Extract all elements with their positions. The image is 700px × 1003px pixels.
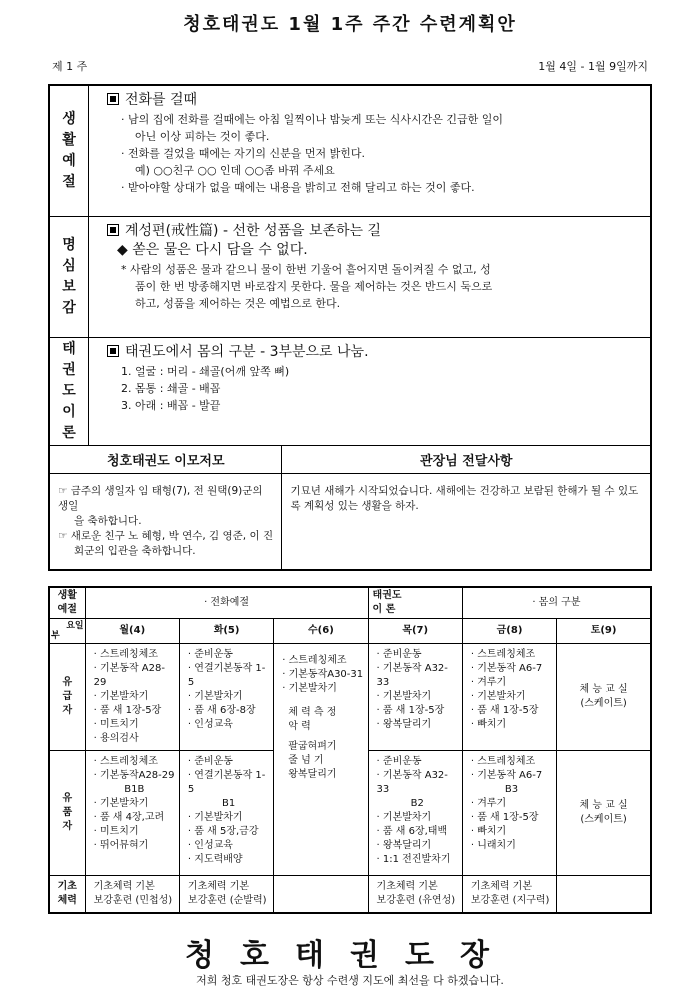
mind-label: 명 심 보 감 xyxy=(49,217,89,338)
mind-line: 품이 한 번 방종해지면 바로잡지 못한다. 물을 제어하는 것은 반드시 둑으로 xyxy=(135,280,493,293)
sat-basic-fitness xyxy=(557,876,651,914)
day-header-saturday: 토(9) xyxy=(557,619,651,644)
checkbox-square-icon xyxy=(107,224,119,236)
fri-black-belt: · 스트레칭체조 · 기본동작 A6-7 B3 · 겨루기 · 품 새 1장-5장 · 빠치기 · 니래치기 xyxy=(462,751,556,876)
schedule-tkd-label: 태권도 이 론 xyxy=(368,587,462,619)
color-belt-label: 유 급 자 xyxy=(49,644,85,751)
checkbox-square-icon xyxy=(107,345,119,357)
day-header-wednesday: 수(6) xyxy=(274,619,368,644)
mind-section xyxy=(89,217,652,338)
tue-basic-fitness: 기초체력 기본 보강훈련 (순발력) xyxy=(179,876,273,914)
life-line: · 받아야할 상대가 없을 때에는 내용을 밝히고 전해 달리고 하는 것이 좋다. xyxy=(121,181,475,194)
sat-color-belt: 체 능 교 실 (스케이트) xyxy=(557,644,651,751)
footer-message: 저희 청호 태권도장은 항상 수련생 지도에 최선을 다 하겠습니다. xyxy=(196,974,504,987)
day-header-thursday: 목(7) xyxy=(368,619,462,644)
schedule-tkd-value: · 몸의 구분 xyxy=(462,587,651,619)
black-belt-label: 유 품 자 xyxy=(49,751,85,876)
news-line: 을 축하합니다. xyxy=(74,515,142,527)
life-line: · 남의 집에 전화를 걸때에는 아침 일찍이나 밤늦게 또는 식사시간은 긴급한 일이 xyxy=(121,113,503,126)
life-line: 예) ○○친구 ○○ 인데 ○○좀 바꿔 주세요 xyxy=(135,164,335,177)
life-etiquette-label: 생 활 예 절 xyxy=(49,85,89,217)
fri-color-belt: · 스트레칭체조 · 기본동작 A6-7 · 겨루기 · 기본발차기 · 품 새 1장-5장 · 빠치기 xyxy=(462,644,556,751)
news-line: 회군의 입관을 축하합니다. xyxy=(74,545,196,557)
mind-subheading: ◆ 쏟은 물은 다시 담을 수 없다. xyxy=(117,242,308,258)
schedule-life-label: 생활 예절 xyxy=(49,587,85,619)
life-etiquette-section xyxy=(89,85,652,217)
sat-black-belt: 체 능 교 실 (스케이트) xyxy=(557,751,651,876)
tue-black-belt: · 준비운동 · 연결기본동작 1-5 B1 · 기본발차기 · 품 새 5장,금강 · 인성교육 · 지도력배양 xyxy=(179,751,273,876)
life-heading: 전화를 걸때 xyxy=(107,92,640,109)
news-line: ☞ 금주의 생일자 임 태형(7), 전 원택(9)군의 생일 xyxy=(58,485,263,512)
tkd-line: 2. 몸통 : 쇄골 - 배꼽 xyxy=(121,382,221,395)
week-label: 제 1 주 xyxy=(52,60,88,73)
document-title: 청호태권도 1월 1주 주간 수련계획안 xyxy=(183,14,517,35)
day-header-monday: 월(4) xyxy=(85,619,179,644)
wed-all-levels: · 스트레칭체조 · 기본동작A30-31 · 기본발차기 체 력 측 정 악 력 팔굽혀펴기 줄 넘 기 왕복달리기 xyxy=(274,644,368,876)
director-notice-title: 관장님 전달사항 xyxy=(282,446,651,474)
tkd-line: 3. 아래 : 배꼽 - 발끝 xyxy=(121,399,221,412)
mon-basic-fitness: 기초체력 기본 보강훈련 (민첩성) xyxy=(85,876,179,914)
date-range: 1월 4일 - 1월 9일까지 xyxy=(538,60,648,73)
thu-black-belt: · 준비운동 · 기본동작 A32-33 B2 · 기본발차기 · 품 새 6장,태백 · 왕복달리기 · 1:1 전진발차기 xyxy=(368,751,462,876)
taekwondo-theory-label: 태 권 도 이 론 xyxy=(49,338,89,446)
checkbox-square-icon xyxy=(107,93,119,105)
life-line: 아닌 이상 피하는 것이 좋다. xyxy=(135,130,270,143)
life-line: · 전화를 걸었을 때에는 자기의 신분을 먼저 밝힌다. xyxy=(121,147,365,160)
director-notice-content: 기묘년 새해가 시작되었습니다. 새해에는 건강하고 보람된 한해가 될 수 있도록 계획성 있는 생활을 하자. xyxy=(282,474,651,571)
dojang-name: 청호태권도장 xyxy=(185,938,515,973)
tue-color-belt: · 준비운동 · 연결기본동작 1-5 · 기본발차기 · 품 새 6장-8장 · 인성교육 xyxy=(179,644,273,751)
mind-line: * 사람의 성품은 물과 같으니 물이 한번 기울어 흩어지면 돌이켜질 수 없고, 성 xyxy=(121,263,491,276)
wed-basic-fitness xyxy=(274,876,368,914)
mon-color-belt: · 스트레칭체조 · 기본동작 A28-29 · 기본발차기 · 품 새 1장-5장 · 미트치기 · 용의검사 xyxy=(85,644,179,751)
training-schedule-table xyxy=(48,586,652,914)
taekwondo-theory-section xyxy=(89,338,652,446)
schedule-life-value: · 전화예절 xyxy=(85,587,368,619)
mon-black-belt: · 스트레칭체조 · 기본동작A28-29 B1B · 기본발차기 · 품 새 4장,고려 · 미트치기 · 뛰어뮤혀기 xyxy=(85,751,179,876)
thu-basic-fitness: 기초체력 기본 보강훈련 (유연성) xyxy=(368,876,462,914)
basic-fitness-label: 기초 체력 xyxy=(49,876,85,914)
mind-line: 하고, 성품을 제어하는 것은 예법으로 한다. xyxy=(135,297,341,310)
mind-heading: 계성편(戒性篇) - 선한 성품을 보존하는 길 xyxy=(107,223,640,240)
day-division-corner: 요일 부 xyxy=(49,619,85,644)
tkd-heading: 태권도에서 몸의 구분 - 3부분으로 나눔. xyxy=(107,344,640,361)
tkd-line: 1. 얼굴 : 머리 - 쇄골(어깨 앞쪽 뼈) xyxy=(121,365,290,378)
weekly-content-table xyxy=(48,84,652,571)
thu-color-belt: · 준비운동 · 기본동작 A32-33 · 기본발차기 · 품 새 1장-5장 · 왕복달리기 xyxy=(368,644,462,751)
news-line: ☞ 새로운 친구 노 혜형, 박 연수, 김 영준, 이 진 xyxy=(58,530,274,542)
news-title: 청호태권도 이모저모 xyxy=(49,446,282,474)
news-content xyxy=(49,474,282,571)
day-header-friday: 금(8) xyxy=(462,619,556,644)
fri-basic-fitness: 기초체력 기본 보강훈련 (지구력) xyxy=(462,876,556,914)
day-header-tuesday: 화(5) xyxy=(179,619,273,644)
